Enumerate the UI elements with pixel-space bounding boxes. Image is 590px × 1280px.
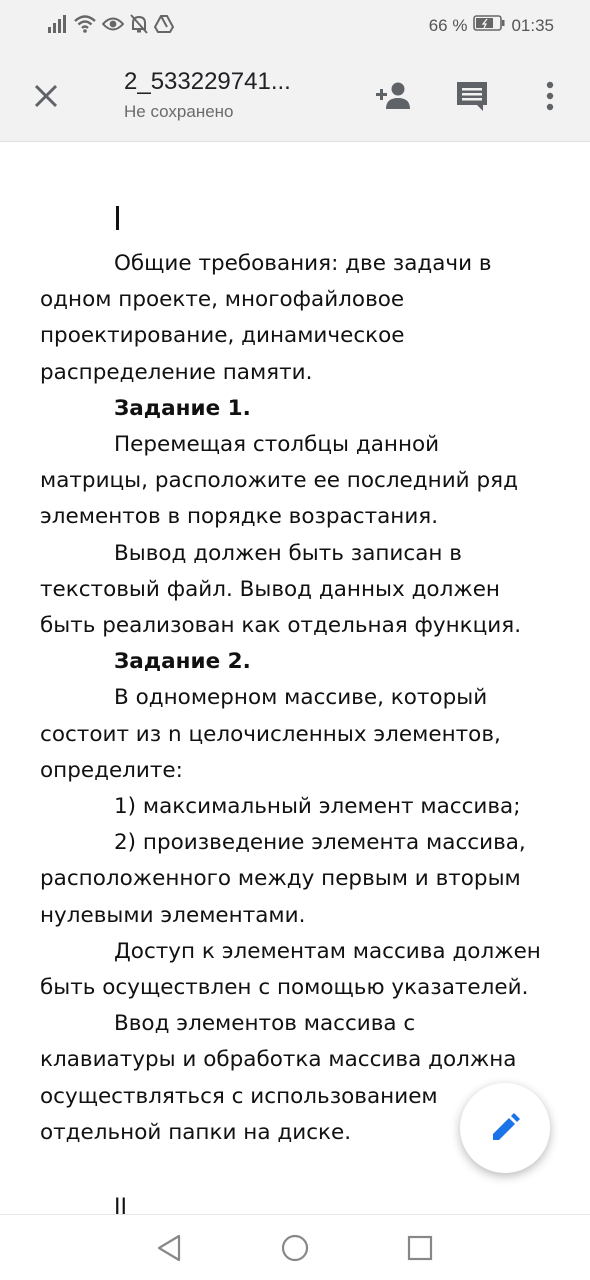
task-heading: Задание 2. xyxy=(114,649,251,675)
document-body[interactable] xyxy=(40,142,550,1214)
section-heading xyxy=(116,206,119,230)
save-status: Не сохранено xyxy=(124,102,234,121)
share-button[interactable] xyxy=(372,74,416,118)
wifi-icon xyxy=(74,15,96,38)
task-heading: Задание 1. xyxy=(114,395,251,421)
comment-icon xyxy=(454,79,490,113)
document-paragraph: Вывод должен быть записан в текстовый файл. Вывод данных должен быть реализован как отдельная функция. xyxy=(40,540,522,639)
battery-icon xyxy=(473,14,505,37)
signal-icon xyxy=(48,15,68,38)
system-navigation-bar xyxy=(0,1214,590,1280)
home-circle-icon xyxy=(280,1233,310,1263)
next-section-heading: II xyxy=(114,1195,127,1214)
status-bar xyxy=(0,0,590,52)
home-button[interactable] xyxy=(278,1231,312,1265)
battery-percent: 66 % xyxy=(428,15,468,35)
document-paragraph: 2) произведение элемента массива, расположенного между первым и вторым нулевыми элементами. xyxy=(40,830,526,928)
document-paragraph: Перемещая столбцы данной матрицы, расположите ее последний ряд элементов в порядке возрастания. xyxy=(40,432,518,530)
document-paragraph: 1) максимальный элемент массива; xyxy=(114,794,521,820)
document-paragraph: Общие требования: две задачи в одном проекте, многофайловое проектирование, динамическое распределение памяти. xyxy=(40,251,492,385)
recent-apps-button[interactable] xyxy=(403,1231,437,1265)
edit-fab-button[interactable] xyxy=(460,1083,550,1173)
eye-icon xyxy=(102,16,124,37)
bell-off-icon xyxy=(130,14,148,39)
more-vert-icon xyxy=(545,81,555,111)
status-icons-left xyxy=(48,14,174,39)
document-paragraph: В одномерном массиве, который состоит из n целочисленных элементов, определите: xyxy=(40,685,501,783)
drive-icon xyxy=(154,15,174,38)
document-title-block xyxy=(124,68,344,122)
clock: 01:35 xyxy=(511,15,554,35)
add-person-icon xyxy=(374,81,414,111)
back-triangle-icon xyxy=(155,1233,183,1263)
close-icon xyxy=(33,83,59,109)
document-title: 2_533229741... xyxy=(124,68,291,95)
app-bar xyxy=(0,52,590,142)
status-icons-right xyxy=(429,14,554,37)
document-paragraph: Ввод элементов массива с клавиатуры и обработка массива должна осуществляться с использованием отдельной папки на диске. xyxy=(40,1011,517,1145)
document-content xyxy=(40,246,550,1151)
document-paragraph: Доступ к элементам массива должен быть осуществлен с помощью указателей. xyxy=(40,938,541,1001)
more-options-button[interactable] xyxy=(528,74,572,118)
back-button[interactable] xyxy=(152,1231,186,1265)
recent-square-icon xyxy=(406,1234,434,1262)
edit-pencil-icon xyxy=(488,1111,522,1145)
comment-button[interactable] xyxy=(450,74,494,118)
close-button[interactable] xyxy=(26,76,66,116)
